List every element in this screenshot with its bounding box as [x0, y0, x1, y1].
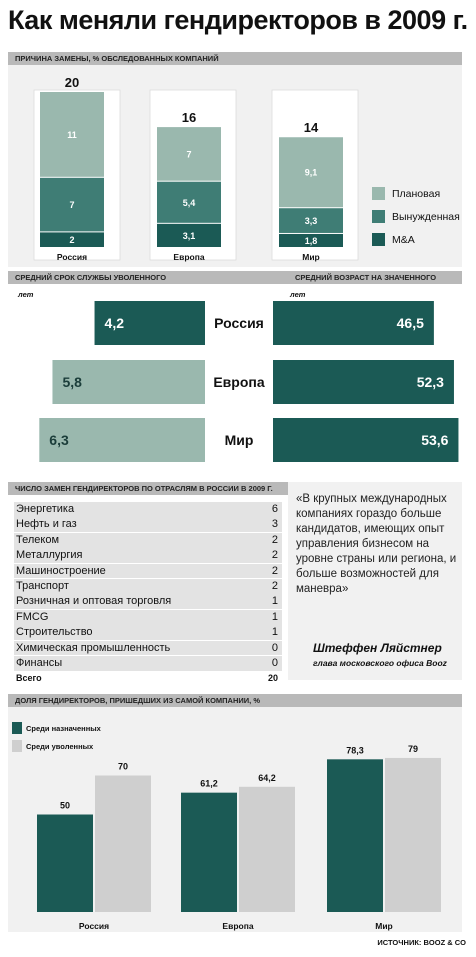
data-label: 79 — [407, 743, 419, 754]
category-label: Мир — [375, 921, 393, 931]
legend-swatch — [12, 740, 22, 752]
category-label: Европа — [213, 374, 265, 390]
total-label: 16 — [181, 110, 197, 126]
data-label: 52,3 — [416, 374, 444, 390]
quote-text: «В крупных международных компаниях гораздо больше кандидатов, имеющих опыт управления бизнесом на уровне страны или региона, и больше возможностей для маневра» — [296, 493, 457, 595]
data-label: 50 — [59, 800, 71, 811]
industry-name: Энергетика — [16, 503, 75, 515]
replacement-count: 2 — [271, 533, 278, 546]
quote-author: Штеффен Ляйстнер — [313, 641, 442, 655]
data-label: 11 — [67, 129, 77, 140]
legend-label: Среди назначенных — [26, 724, 101, 733]
bar — [327, 759, 383, 912]
bar — [239, 787, 295, 912]
replacement-count: 2 — [271, 579, 278, 592]
data-label: 5,8 — [62, 374, 82, 390]
replacement-count: 6 — [271, 503, 278, 515]
total-label: 20 — [64, 75, 80, 90]
data-label: 78,3 — [346, 745, 364, 756]
industry-name: Всего — [16, 673, 42, 684]
industry-name: Строительство — [16, 626, 93, 639]
industry-name: Металлургия — [16, 549, 83, 562]
data-label: 9,1 — [304, 167, 318, 178]
section-title-left: СРЕДНИЙ СРОК СЛУЖБЫ УВОЛЕННОГО — [15, 273, 167, 282]
replacement-count: 0 — [271, 656, 278, 669]
section-title: ДОЛЯ ГЕНДИРЕКТОРОВ, ПРИШЕДШИХ ИЗ САМОЙ КОМПАНИИ, % — [15, 696, 261, 705]
data-label: 4,2 — [104, 315, 125, 331]
industry-name: Телеком — [16, 533, 60, 546]
legend-label: Вынужденная — [392, 211, 460, 223]
data-label: 2 — [69, 235, 75, 246]
data-label: 7 — [69, 200, 75, 211]
data-label: 6,3 — [49, 432, 69, 448]
data-label: 7 — [186, 149, 192, 160]
replacement-count: 1 — [271, 595, 278, 608]
page-title: Как меняли гендиректоров в 2009 г. — [8, 5, 468, 35]
replacement-count: 2 — [271, 549, 278, 562]
category-label: Европа — [222, 921, 254, 931]
legend-label: Плановая — [392, 188, 441, 200]
industry-name: Машиностроение — [16, 564, 106, 577]
data-label: 5,4 — [182, 197, 196, 208]
industry-name: FMCG — [16, 610, 49, 623]
unit-label-left: лет — [18, 290, 34, 299]
data-label: 1,8 — [304, 235, 318, 246]
replacement-count: 20 — [267, 673, 278, 684]
replacement-count: 2 — [271, 564, 278, 577]
industry-name: Финансы — [16, 656, 63, 669]
category-label: Россия — [56, 252, 88, 262]
data-label: 3,1 — [182, 230, 196, 241]
category-label: Мир — [302, 252, 320, 262]
replacement-count: 1 — [271, 610, 278, 623]
industry-name: Розничная и оптовая торговля — [16, 595, 172, 608]
data-label: 53,6 — [421, 432, 449, 448]
data-label: 61,2 — [200, 778, 218, 789]
industry-name: Транспорт — [16, 579, 69, 592]
section-title: ЧИСЛО ЗАМЕН ГЕНДИРЕКТОРОВ ПО ОТРАСЛЯМ В РОССИИ В 2009 Г. — [15, 484, 273, 493]
replacement-count: 3 — [271, 518, 278, 531]
data-label: 64,2 — [258, 772, 276, 783]
industry-name: Химическая промышленность — [16, 641, 171, 654]
section-title-right: СРЕДНИЙ ВОЗРАСТ НА ЗНАЧЕННОГО — [295, 273, 437, 282]
data-label: 70 — [117, 761, 129, 772]
unit-label-right: лет — [290, 290, 306, 299]
legend-swatch — [12, 722, 22, 734]
category-label: Мир — [224, 432, 254, 448]
bar — [181, 793, 237, 912]
category-label: Россия — [78, 921, 110, 931]
replacement-count: 1 — [271, 626, 278, 639]
bar — [385, 758, 441, 912]
category-label: Европа — [173, 252, 205, 262]
legend-label: M&A — [392, 234, 415, 246]
category-label: Россия — [214, 315, 264, 331]
replacement-count: 0 — [271, 641, 278, 654]
industry-name: Нефть и газ — [16, 518, 77, 531]
quote-author-role: глава московского офиса Booz — [313, 658, 447, 668]
data-label: 3,3 — [304, 216, 318, 227]
section-title: ПРИЧИНА ЗАМЕНЫ, % ОБСЛЕДОВАННЫХ КОМПАНИЙ — [15, 54, 219, 63]
total-label: 14 — [303, 120, 319, 136]
data-label: 46,5 — [396, 315, 424, 331]
source-note: ИСТОЧНИК: BOOZ & CO — [377, 938, 466, 947]
bar — [95, 776, 151, 913]
legend-label: Среди уволенных — [26, 742, 94, 751]
bar — [37, 815, 93, 913]
